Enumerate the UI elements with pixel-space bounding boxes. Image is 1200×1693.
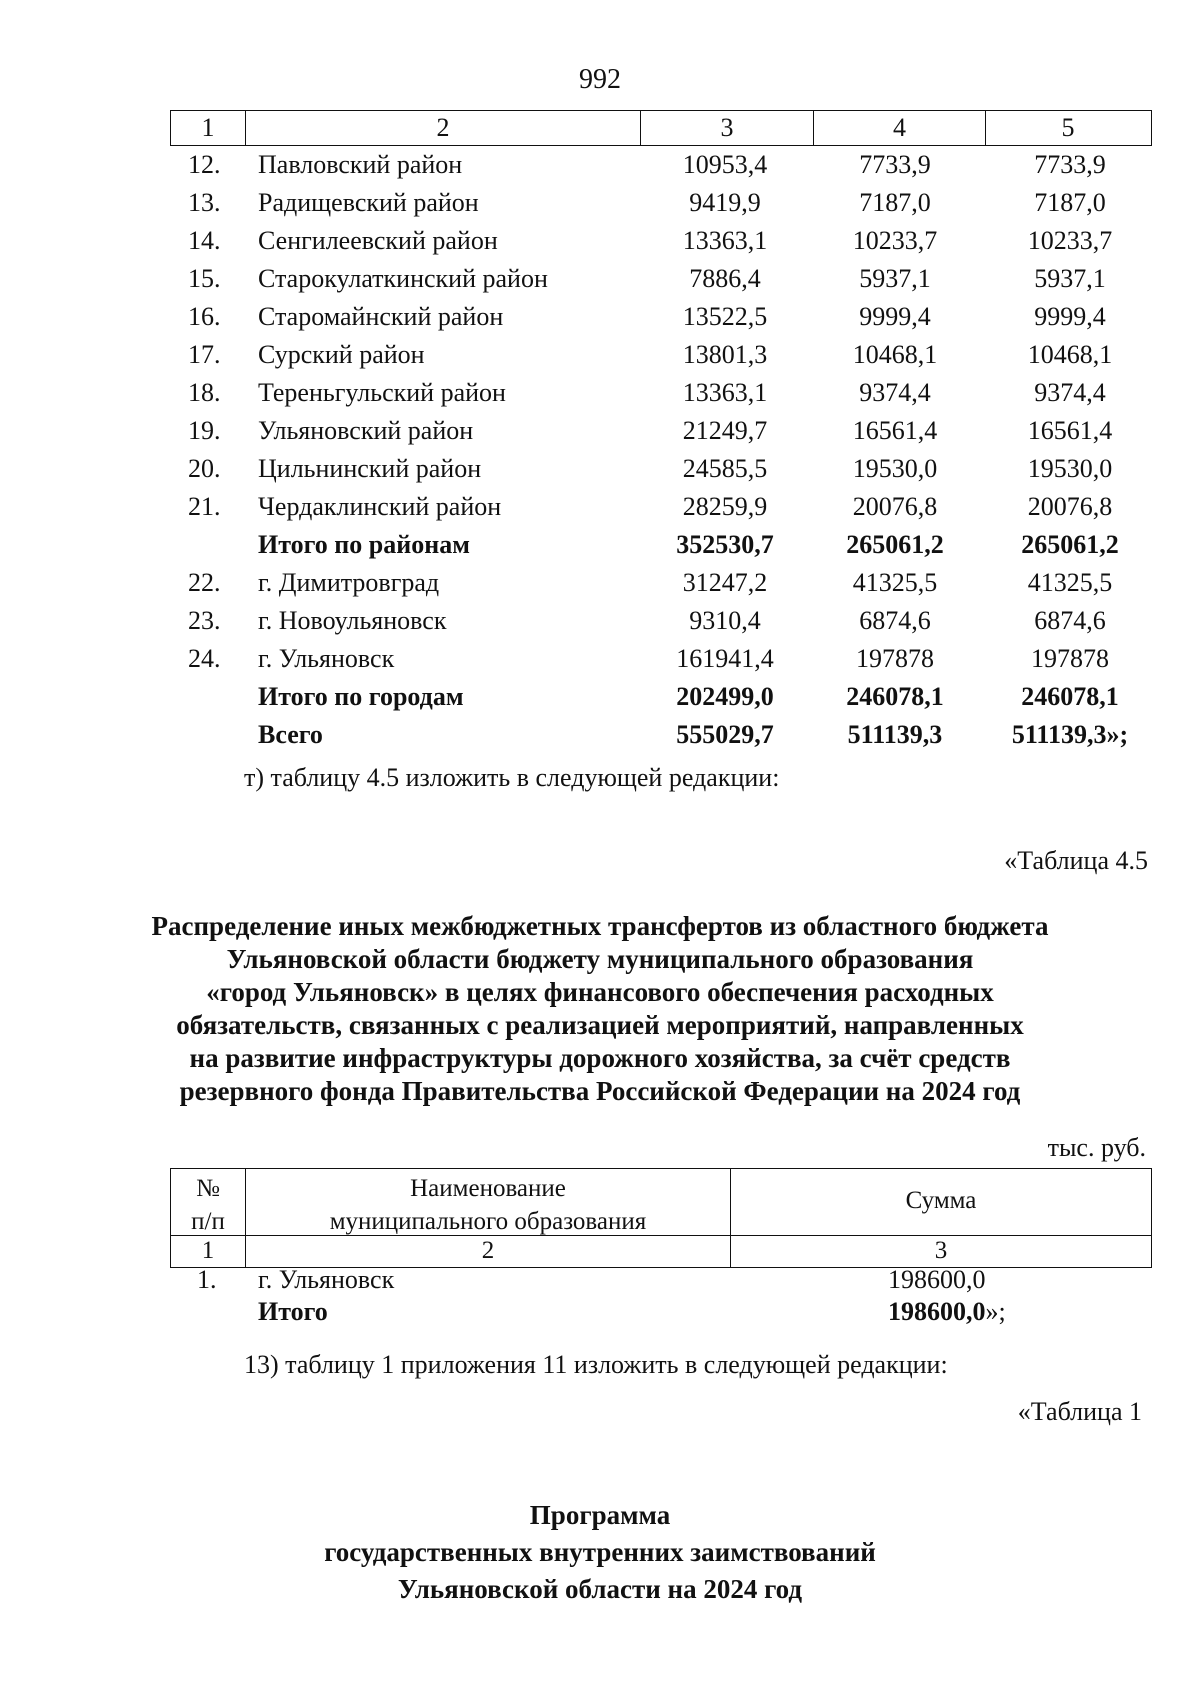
table2-total-value-wrap: [888, 1297, 1006, 1327]
table2-header-name: [246, 1169, 731, 1235]
table2-header-num-line: п/п: [191, 1208, 225, 1235]
table2-total-row: [0, 1297, 1200, 1335]
table1-row-col3: 28259,9: [682, 492, 768, 521]
table1-row-name: Павловский район: [258, 150, 463, 179]
table1-row-name: Тереньгульский район: [258, 378, 506, 407]
table1-row-name: Цильнинский район: [258, 454, 482, 483]
table1-row-col4: 20076,8: [852, 492, 938, 521]
table1-row-col5: 7187,0: [1034, 188, 1106, 217]
program-title: [0, 1497, 1200, 1608]
table1-row-name: Радищевский район: [258, 188, 479, 217]
table1-row-name: Всего: [258, 720, 323, 749]
table1-row-num: 13.: [188, 188, 221, 217]
table1-row-col4: 9374,4: [859, 378, 931, 407]
table1-row: [0, 492, 1200, 530]
table1-row-name: Старокулаткинский район: [258, 264, 548, 293]
table1-row-col3: 9310,4: [689, 606, 761, 635]
table1-row-num: 21.: [188, 492, 221, 521]
table1-row-num: 12.: [188, 150, 221, 179]
table1-row-col3: 21249,7: [682, 416, 768, 445]
table1-row-name: Итого по городам: [258, 682, 464, 711]
table1-row-num: 17.: [188, 340, 221, 369]
table1-row-col5: 5937,1: [1034, 264, 1106, 293]
table1-row-num: 20.: [188, 454, 221, 483]
table45-title-line: Распределение иных межбюджетных трансфертов из областного бюджета: [151, 911, 1049, 941]
table1-row-col5: 20076,8: [1027, 492, 1113, 521]
table1-row-name: Сенгилеевский район: [258, 226, 498, 255]
table2-row-value: 198600,0: [888, 1265, 986, 1294]
table2-colnum: 3: [934, 1237, 948, 1264]
table1-row-name: Ульяновский район: [258, 416, 474, 445]
table2-colnum: 2: [246, 1236, 731, 1267]
table1-row-num: 16.: [188, 302, 221, 331]
table1-row-num: 23.: [188, 606, 221, 635]
table1-row-col3: 13801,3: [682, 340, 768, 369]
table1-row-col5: 10233,7: [1027, 226, 1113, 255]
table1-row-col4: 246078,1: [846, 682, 944, 711]
table1-row-name: Сурский район: [258, 340, 425, 369]
program-title-line: Программа: [529, 1500, 671, 1530]
table2-header-num-line: №: [196, 1175, 220, 1202]
units-label: тыс. руб.: [1047, 1133, 1146, 1162]
table2-row-name: г. Ульяновск: [258, 1265, 395, 1294]
table1-header-col5: 5: [1061, 113, 1075, 142]
table1-header: [170, 110, 1152, 146]
table2-header-num: [171, 1169, 246, 1235]
table1-row-col5: 9999,4: [1034, 302, 1106, 331]
table45-title: [0, 910, 1200, 1108]
table1-row: [0, 150, 1200, 188]
table1-row-col5: 41325,5: [1027, 568, 1113, 597]
table1-row-col4: 9999,4: [859, 302, 931, 331]
table1-header-col1: 1: [171, 111, 246, 145]
table1-row-col4: 5937,1: [859, 264, 931, 293]
table1-row-col4: 41325,5: [852, 568, 938, 597]
table1-row-num: 24.: [188, 644, 221, 673]
paragraph-t: т) таблицу 4.5 изложить в следующей редакции:: [244, 763, 780, 792]
table1-row-name: Итого по районам: [258, 530, 470, 559]
program-title-line: Ульяновской области на 2024 год: [397, 1574, 803, 1604]
table1-total-row: [0, 682, 1200, 720]
table1-row-col3: 10953,4: [682, 150, 768, 179]
table2-header: [170, 1168, 1152, 1268]
table1-row-col5: 9374,4: [1034, 378, 1106, 407]
table2-total-label: Итого: [258, 1297, 328, 1326]
table1-row-col5: 246078,1: [1021, 682, 1119, 711]
table1-row-col4: 16561,4: [852, 416, 938, 445]
table1-row: [0, 606, 1200, 644]
table1-row: [0, 226, 1200, 264]
table1-row-col5: 16561,4: [1027, 416, 1113, 445]
table1-row: [0, 302, 1200, 340]
table2-header-name-line: муниципального образования: [329, 1208, 647, 1235]
table1-row: [0, 644, 1200, 682]
paragraph-13: 13) таблицу 1 приложения 11 изложить в следующей редакции:: [244, 1350, 948, 1379]
table1-row-col5: 197878: [1031, 644, 1109, 673]
table2-row-num: 1.: [197, 1265, 217, 1294]
table1-row-col5: 19530,0: [1027, 454, 1113, 483]
table1-row-col5: 511139,3»;: [1011, 720, 1129, 749]
table1-row-col4: 10468,1: [852, 340, 938, 369]
table1-row-col3: 202499,0: [676, 682, 774, 711]
table45-title-line: обязательств, связанных с реализацией мероприятий, направленных: [176, 1010, 1024, 1040]
table1-row-num: 22.: [188, 568, 221, 597]
table1-row-name: г. Ульяновск: [258, 644, 395, 673]
table1-row-name: Чердаклинский район: [258, 492, 502, 521]
table1-row-col3: 352530,7: [676, 530, 774, 559]
table1-row-num: 15.: [188, 264, 221, 293]
table45-title-line: на развитие инфраструктуры дорожного хозяйства, за счёт средств: [189, 1043, 1011, 1073]
table1-row-name: Старомайнский район: [258, 302, 504, 331]
table1-row-col4: 6874,6: [859, 606, 931, 635]
table1-row-col4: 265061,2: [846, 530, 944, 559]
table2-header-sum: Сумма: [905, 1187, 977, 1214]
table1-header-col4: 4: [814, 111, 986, 145]
table1-row-col5: 6874,6: [1034, 606, 1106, 635]
table1-row-col4: 19530,0: [852, 454, 938, 483]
table1-row-col3: 555029,7: [676, 720, 774, 749]
table1-row-col3: 13363,1: [682, 226, 768, 255]
table1-row: [0, 264, 1200, 302]
table1-row-col5: 10468,1: [1027, 340, 1113, 369]
table1-row-col3: 9419,9: [689, 188, 761, 217]
table1-header-col2: 2: [246, 111, 641, 145]
table45-title-line: «город Ульяновск» в целях финансового обеспечения расходных: [206, 977, 994, 1007]
table1-row: [0, 188, 1200, 226]
table1-row: [0, 340, 1200, 378]
table45-label: «Таблица 4.5: [1004, 846, 1148, 875]
table1-row-col4: 197878: [856, 644, 934, 673]
table2-colnum: 1: [171, 1236, 246, 1267]
table1-row-col3: 24585,5: [682, 454, 768, 483]
table1-row: [0, 378, 1200, 416]
table1-row-col3: 13363,1: [682, 378, 768, 407]
table1-row-num: 19.: [188, 416, 221, 445]
program-title-line: государственных внутренних заимствований: [324, 1537, 876, 1567]
table1-row-col3: 7886,4: [689, 264, 761, 293]
table1-header-col3: 3: [641, 111, 814, 145]
table45-title-line: резервного фонда Правительства Российской Федерации на 2024 год: [179, 1076, 1021, 1106]
page-number: 992: [579, 64, 621, 95]
table45-title-line: Ульяновской области бюджету муниципального образования: [226, 944, 974, 974]
table1-total-row: [0, 530, 1200, 568]
table1-row-col3: 13522,5: [682, 302, 768, 331]
table1-row-num: 14.: [188, 226, 221, 255]
table1-row-col5: 265061,2: [1021, 530, 1119, 559]
table1-row-name: г. Новоульяновск: [258, 606, 447, 635]
table1-row-col4: 511139,3: [847, 720, 943, 749]
table1-row: [0, 416, 1200, 454]
table1-row-col4: 10233,7: [852, 226, 938, 255]
table1-row-num: 18.: [188, 378, 221, 407]
table2-total-value: 198600,0: [888, 1297, 986, 1326]
table1-row-col4: 7733,9: [859, 150, 931, 179]
table1-total-row: [0, 720, 1200, 758]
table1-row-name: г. Димитровград: [258, 568, 440, 597]
table1-row-col4: 7187,0: [859, 188, 931, 217]
table1-row: [0, 568, 1200, 606]
table1-label: «Таблица 1: [1017, 1397, 1142, 1426]
table2-total-suffix: »;: [985, 1297, 1006, 1326]
table1-row-col3: 31247,2: [682, 568, 768, 597]
table1-row: [0, 454, 1200, 492]
table1-row-col3: 161941,4: [676, 644, 774, 673]
table1-row-col5: 7733,9: [1034, 150, 1106, 179]
table2-header-name-line: Наименование: [410, 1175, 566, 1202]
